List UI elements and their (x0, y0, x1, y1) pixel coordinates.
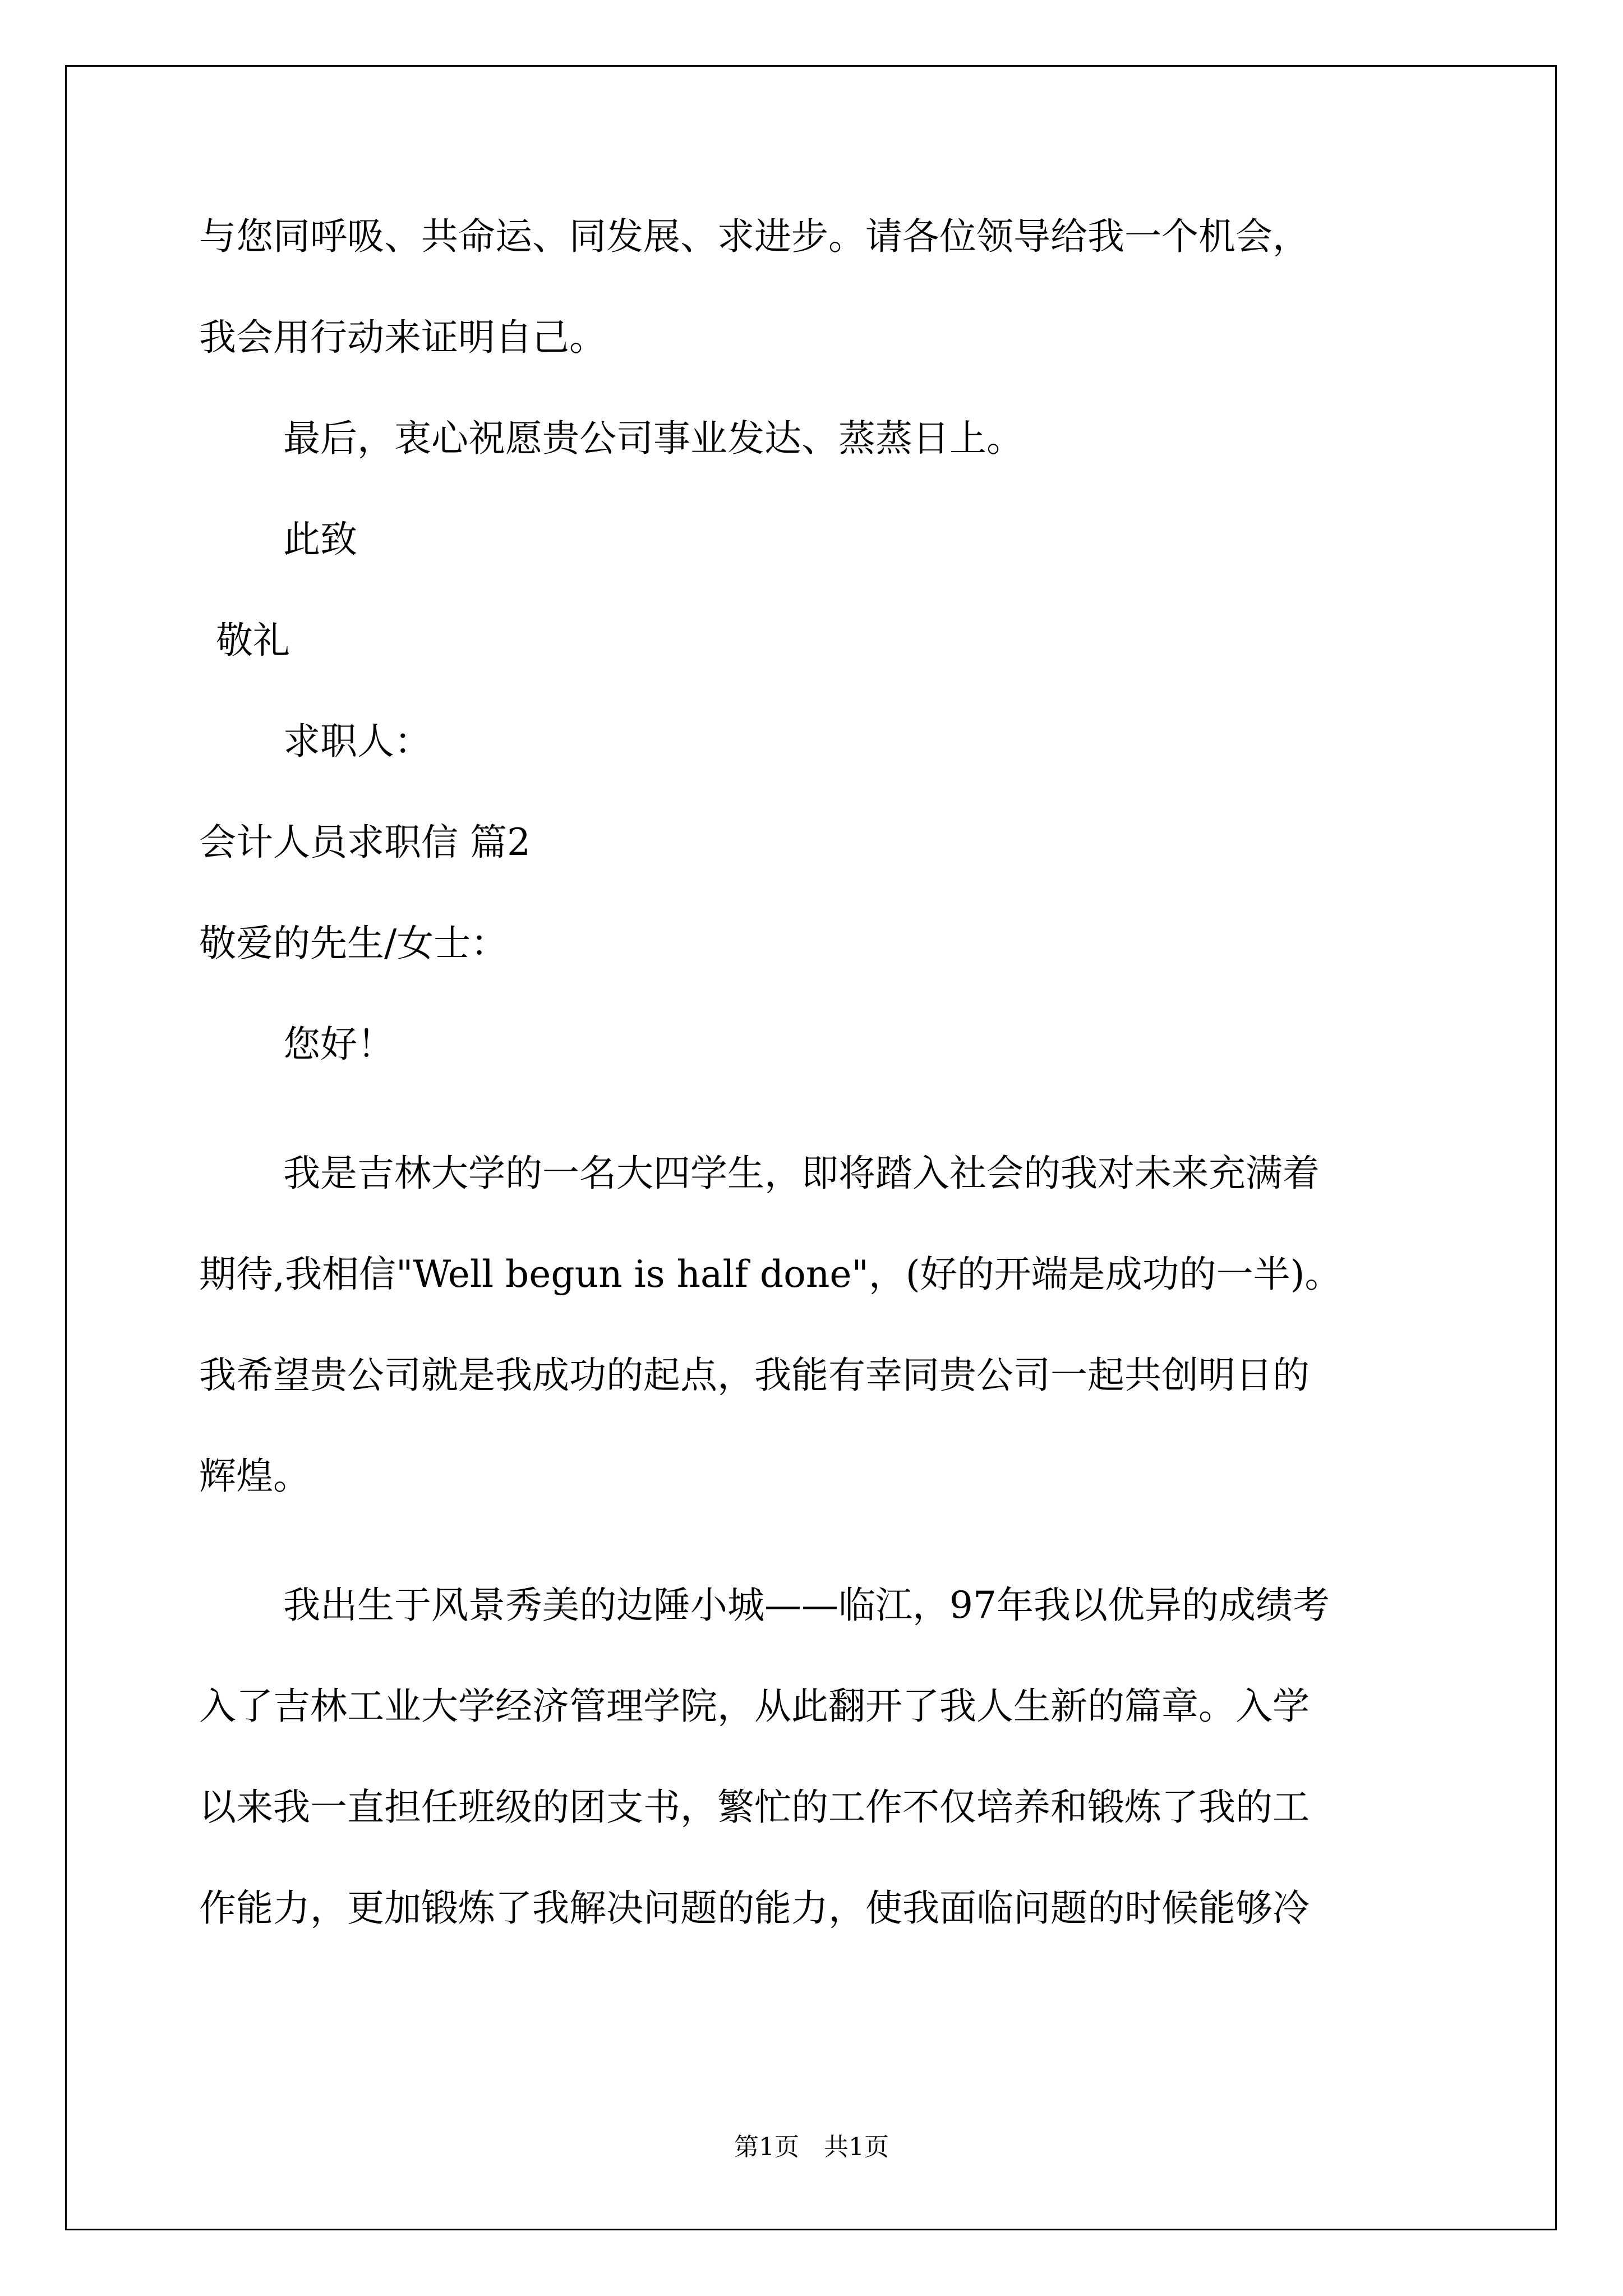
closing-jingli: 敬礼 (216, 619, 290, 662)
page-footer: 第1页 共1页 (734, 2133, 889, 2161)
paragraph-2-line-1: 我出生于风景秀美的边陲小城——临江，97年我以优异的成绩考 (283, 1584, 1330, 1627)
closing-wish: 最后，衷心祝愿贵公司事业发达、蒸蒸日上。 (283, 417, 1023, 460)
paragraph-2-line-3: 以来我一直担任班级的团支书，繁忙的工作不仅培养和锻炼了我的工 (199, 1786, 1310, 1829)
paragraph-1-line-1: 我是吉林大学的一名大四学生，即将踏入社会的我对未来充满着 (283, 1152, 1320, 1195)
paragraph-2-line-2: 入了吉林工业大学经济管理学院，从此翻开了我人生新的篇章。入学 (199, 1685, 1310, 1728)
closing-cizhi: 此致 (283, 518, 357, 561)
applicant-signature: 求职人： (283, 720, 431, 763)
paragraph-1-line-2: 期待,我相信"Well begun is half done"，(好的开端是成功的一半)。 (199, 1253, 1342, 1296)
text-line-1: 与您同呼吸、共命运、同发展、求进步。请各位领导给我一个机会， (199, 215, 1310, 258)
paragraph-1-line-3: 我希望贵公司就是我成功的起点，我能有幸同贵公司一起共创明日的 (199, 1354, 1310, 1397)
paragraph-1-line-4: 辉煌。 (199, 1455, 310, 1498)
text-line-2: 我会用行动来证明自己。 (199, 316, 606, 359)
paragraph-2-line-4: 作能力，更加锻炼了我解决问题的能力，使我面临问题的时候能够冷 (199, 1887, 1310, 1930)
section-title: 会计人员求职信 篇2 (199, 821, 531, 864)
greeting: 您好！ (283, 1023, 394, 1066)
salutation: 敬爱的先生/女士： (199, 922, 508, 965)
